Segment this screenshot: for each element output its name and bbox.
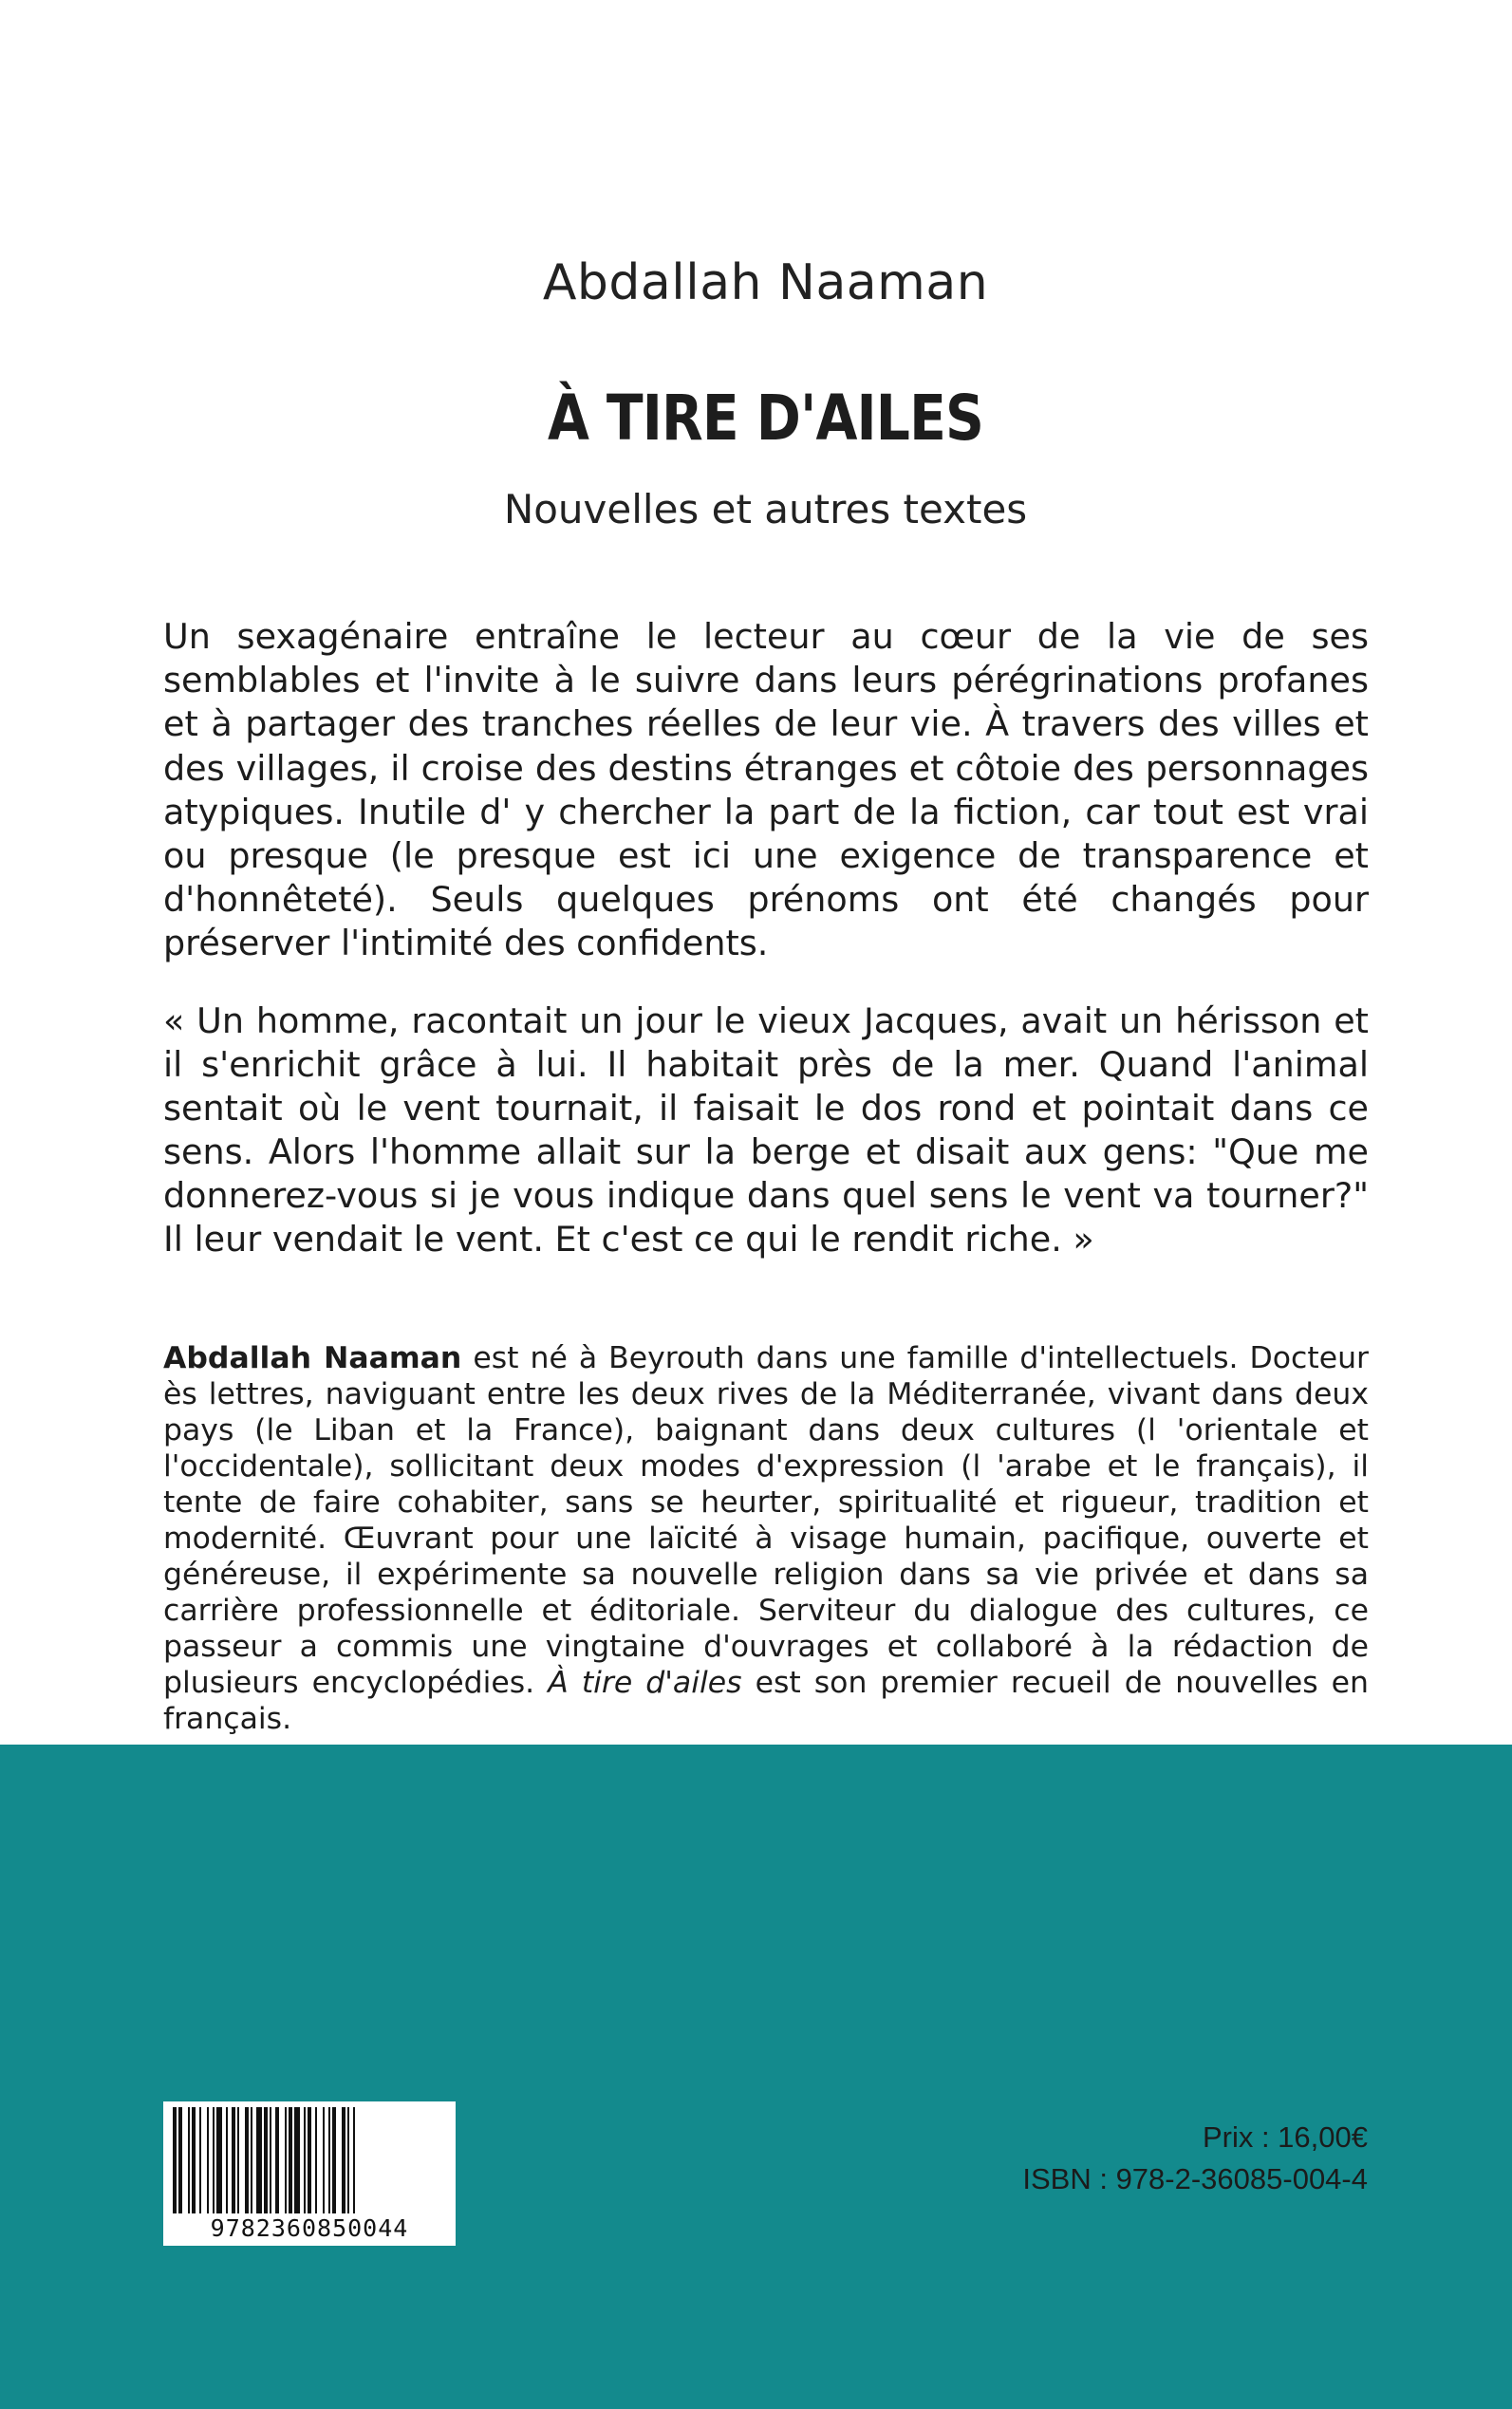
barcode-bar [347,2107,349,2213]
synopsis-paragraph: Un sexagénaire entraîne le lecteur au cœur de la vie de ses semblables et l'invite à le suivre dans leurs pérégrinations profanes et à partager des tranches réelles de leur vie. À travers des villes et des villages, il croise des destins étranges et côtoie des personnages atypiques. Inutile d' y chercher la part de la fiction, car tout est vrai ou presque (le presque est ici une exigence de transparence et d'honnêteté). Seuls quelques prénoms ont été changés pour préserver l'intimité des confidents. [163,616,1369,964]
barcode-number: 9782360850044 [210,2214,409,2242]
barcode-bar [285,2107,287,2213]
barcode-bar [315,2107,317,2213]
barcode-bar [275,2107,279,2213]
barcode-bars-icon [169,2107,450,2213]
bio-book-title: À tire d'ailes [548,1666,742,1700]
barcode-bar [216,2107,222,2213]
barcode-bar [192,2107,196,2213]
barcode-bar [226,2107,228,2213]
barcode [163,2101,456,2246]
barcode-bar [342,2107,345,2213]
barcode-bar [245,2107,249,2213]
barcode-bar [304,2107,306,2213]
barcode-bar [188,2107,190,2213]
bio-text: est né à Beyrouth dans une famille d'intellectuels. Docteur ès lettres, naviguant entre les deux rives de la Méditerranée, vivant dans deux pays (le Liban et la France), baignant dans deux cultures (l 'orientale et l'occidentale), sollicitant deux modes d'expression (l 'arabe et le français), il tente de faire cohabiter, sans se heurter, spiritualité et rigueur, tradition et modernité. Œuvrant pour une laïcité à visage humain, pacifique, ouverte et généreuse, il expérimente sa nouvelle religion dans sa vie privée et dans sa carrière professionnelle et éditoriale. Serviteur du dialogue des cultures, ce passeur a commis une vingtaine d'ouvrages et collaboré à la rédaction de plusieurs encyclopédies. [163,1341,1369,1700]
barcode-bar [237,2107,239,2213]
book-title: À TIRE D'AILES [547,382,984,455]
price-label: Prix : 16,00€ [1202,2120,1368,2154]
barcode-bar [308,2107,311,2213]
barcode-bar [199,2107,201,2213]
barcode-bar [264,2107,268,2213]
author-name: Abdallah Naaman [542,254,989,311]
barcode-bar [251,2107,252,2213]
barcode-bar [289,2107,292,2213]
barcode-bar [232,2107,235,2213]
barcode-bar [332,2107,336,2213]
quote-paragraph: « Un homme, racontait un jour le vieux Jacques, avait un hérisson et il s'enrichit grâce à lui. Il habitait près de la mer. Quand l'animal sentait où le vent tournait, il faisait le dos rond et pointait dans ce sens. Alors l'homme allait sur la berge et disait aux gens: "Que me donnerez-vous si je vous indique dans quel sens le vent va tourner?" Il leur vendait le vent. Et c'est ce qui le rendit riche. » [163,1000,1369,1260]
book-subtitle: Nouvelles et autres textes [503,486,1028,532]
barcode-bar [213,2107,215,2213]
barcode-bar [178,2107,182,2213]
barcode-bar [173,2107,177,2213]
barcode-bar [294,2107,300,2213]
isbn-label: ISBN : 978-2-36085-004-4 [1022,2162,1368,2195]
author-bio-paragraph [163,1340,1369,1737]
barcode-bar [353,2107,355,2213]
bio-end: est son premier recueil de nouvelles en français. [163,1666,1370,1736]
footer-band [0,1745,1512,2409]
barcode-bar [256,2107,262,2213]
barcode-bar [323,2107,325,2213]
bio-author-name: Abdallah Naaman [163,1341,462,1375]
barcode-bar [270,2107,271,2213]
barcode-bar [207,2107,209,2213]
barcode-bar [328,2107,330,2213]
